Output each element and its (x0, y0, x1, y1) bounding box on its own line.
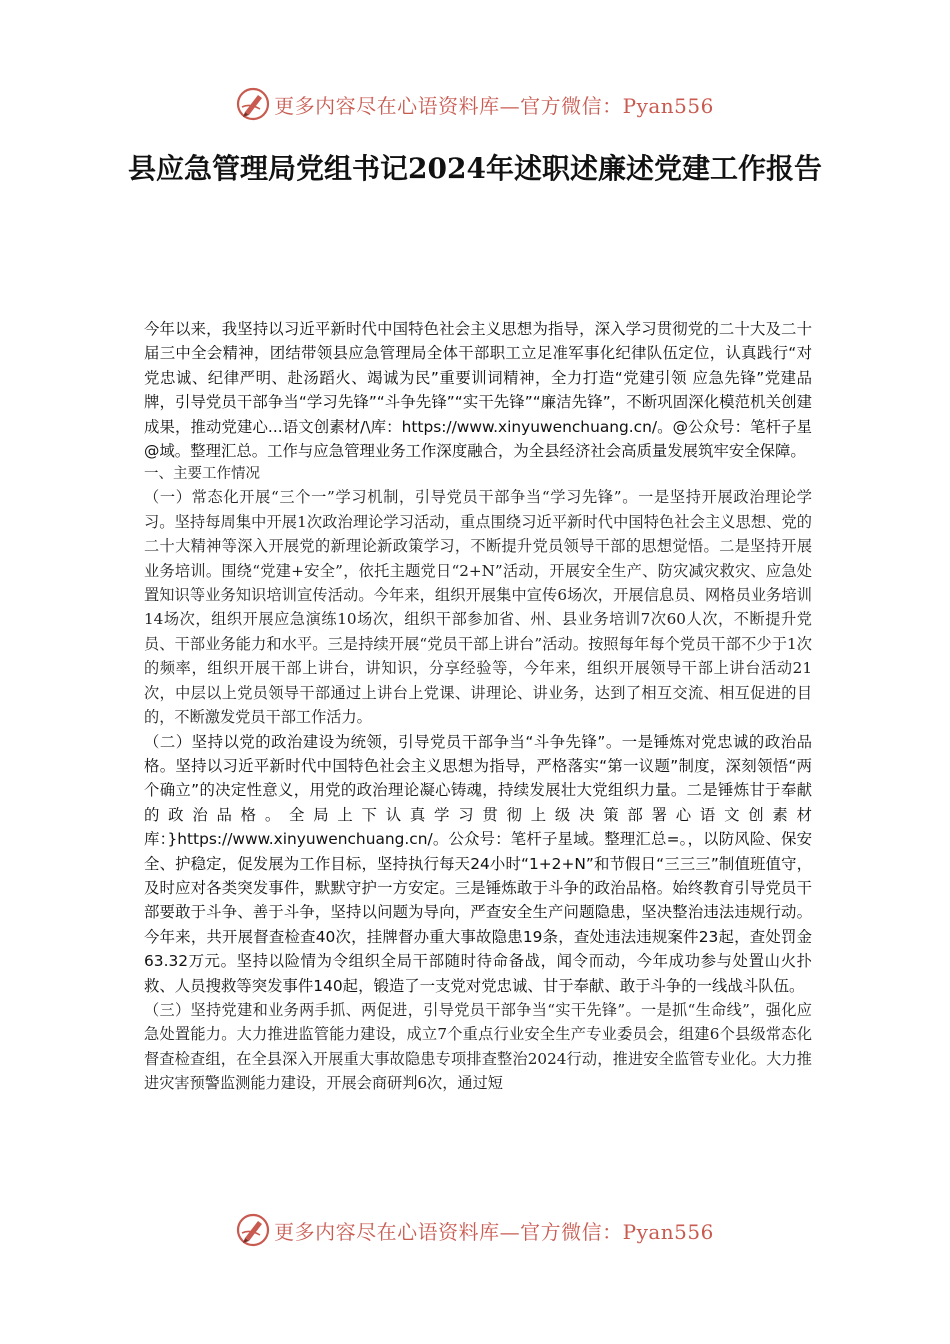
watermark-banner-top (0, 84, 950, 124)
pen-logo-icon (236, 1213, 270, 1247)
intro-paragraph: 今年以来，我坚持以习近平新时代中国特色社会主义思想为指导，深入学习贯彻党的二十大及二十届三中全会精神，团结带领县应急管理局全体干部职工立足准军事化纪律队伍定位，认真践行“对党忠诚、纪律严明、赴汤蹈火、竭诚为民”重要训词精神，全力打造“党建引领 应急先锋”党建品牌，引导党员干部争当“学习先锋”“斗争先锋”“实干先锋”“廉洁先锋”，不断巩固深化模范机关创建成果，推动党建心...语文创素材/\库：https://www.xinyuwenchuang.cn/。@公众号：笔杆子星@域。整理汇总。工作与应急管理业务工作深度融合，为全县经济社会高质量发展筑牢安全保障。 (144, 320, 812, 461)
document-title: 县应急管理局党组书记2024年述职述廉述党建工作报告 (128, 152, 822, 185)
section-1-paragraph: （一）常态化开展“三个一”学习机制，引导党员干部争当“学习先锋”。一是坚持开展政治理论学习。坚持每周集中开展1次政治理论学习活动，重点围绕习近平新时代中国特色社会主义思想、党的二十大精神等深入开展党的新理论新政策学习，不断提升党员领导干部的思想觉悟。二是坚持开展业务培训。围绕“党建+安全”，依托主题党日“2+N”活动，开展安全生产、防灾减灾救灾、应急处置知识等业务知识培训宣传活动。今年来，组织开展集中宣传6场次，开展信息员、网格员业务培训14场次，组织开展应急演练10场次，组织干部参加省、州、县业务培训7次60人次，不断提升党员、干部业务能力和水平。三是持续开展“党员干部上讲台”活动。按照每年每个党员干部不少于1次的频率，组织开展干部上讲台，讲知识，分享经验等，今年来，组织开展领导干部上讲台活动21次，中层以上党员领导干部通过上讲台上党课、讲理论、讲业务，达到了相互交流、相互促进的目的，不断激发党员干部工作活力。 (144, 488, 812, 727)
section-3-paragraph: （三）坚持党建和业务两手抓、两促进，引导党员干部争当“实干先锋”。一是抓“生命线”，强化应急处置能力。大力推进监管能力建设，成立7个重点行业安全生产专业委员会，组建6个县级常态化督查检查组，在全县深入开展重大事故隐患专项排查整治2024行动，推进安全监管专业化。大力推进灾害预警监测能力建设，开展会商研判6次，通过短 (144, 1000, 812, 1093)
watermark-banner-bottom (0, 1210, 950, 1250)
section-2-paragraph: （二）坚持以党的政治建设为统领，引导党员干部争当“斗争先锋”。一是锤炼对党忠诚的政治品格。坚持以习近平新时代中国特色社会主义思想为指导，严格落实“第一议题”制度，深刻领悟“两个确立”的决定性意义，用党的政治理论凝心铸魂，持续发展壮大党组织力量。二是锤炼甘于奉献的政治品格。全局上下认真学习贯彻上级决策部署心语文创素材库：}https://www.xinyuwenchuang.cn/。公众号：笔杆子星域。整理汇总=。，以防风险、保安全、护稳定，促发展为工作目标，坚持执行每天24小时“1+2+N”和节假日“三三三”制值班值守，及时应对各类突发事件，默默守护一方安定。三是锤炼敢于斗争的政治品格。始终教育引导党员干部要敢于斗争、善于斗争，坚持以问题为导向，严查安全生产问题隐患，坚决整治违法违规行动。今年来，共开展督查检查40次，挂牌督办重大事故隐患19条，查处违法违规案件23起，查处罚金63.32万元。坚持以险情为令组织全局干部随时待命备战，闻令而动，今年成功参与处置山火扑救、人员搜救等突发事件140起，锻造了一支党对党忠诚、甘于奉献、敢于斗争的一线战斗队伍。 (144, 732, 812, 995)
watermark-text: 更多内容尽在心语资料库—官方微信：Pyan556 (274, 93, 714, 118)
document-body (144, 317, 812, 1096)
section-heading: 一、主要工作情况 (144, 466, 260, 483)
watermark-text: 更多内容尽在心语资料库—官方微信：Pyan556 (274, 1219, 714, 1244)
pen-logo-icon (236, 87, 270, 121)
